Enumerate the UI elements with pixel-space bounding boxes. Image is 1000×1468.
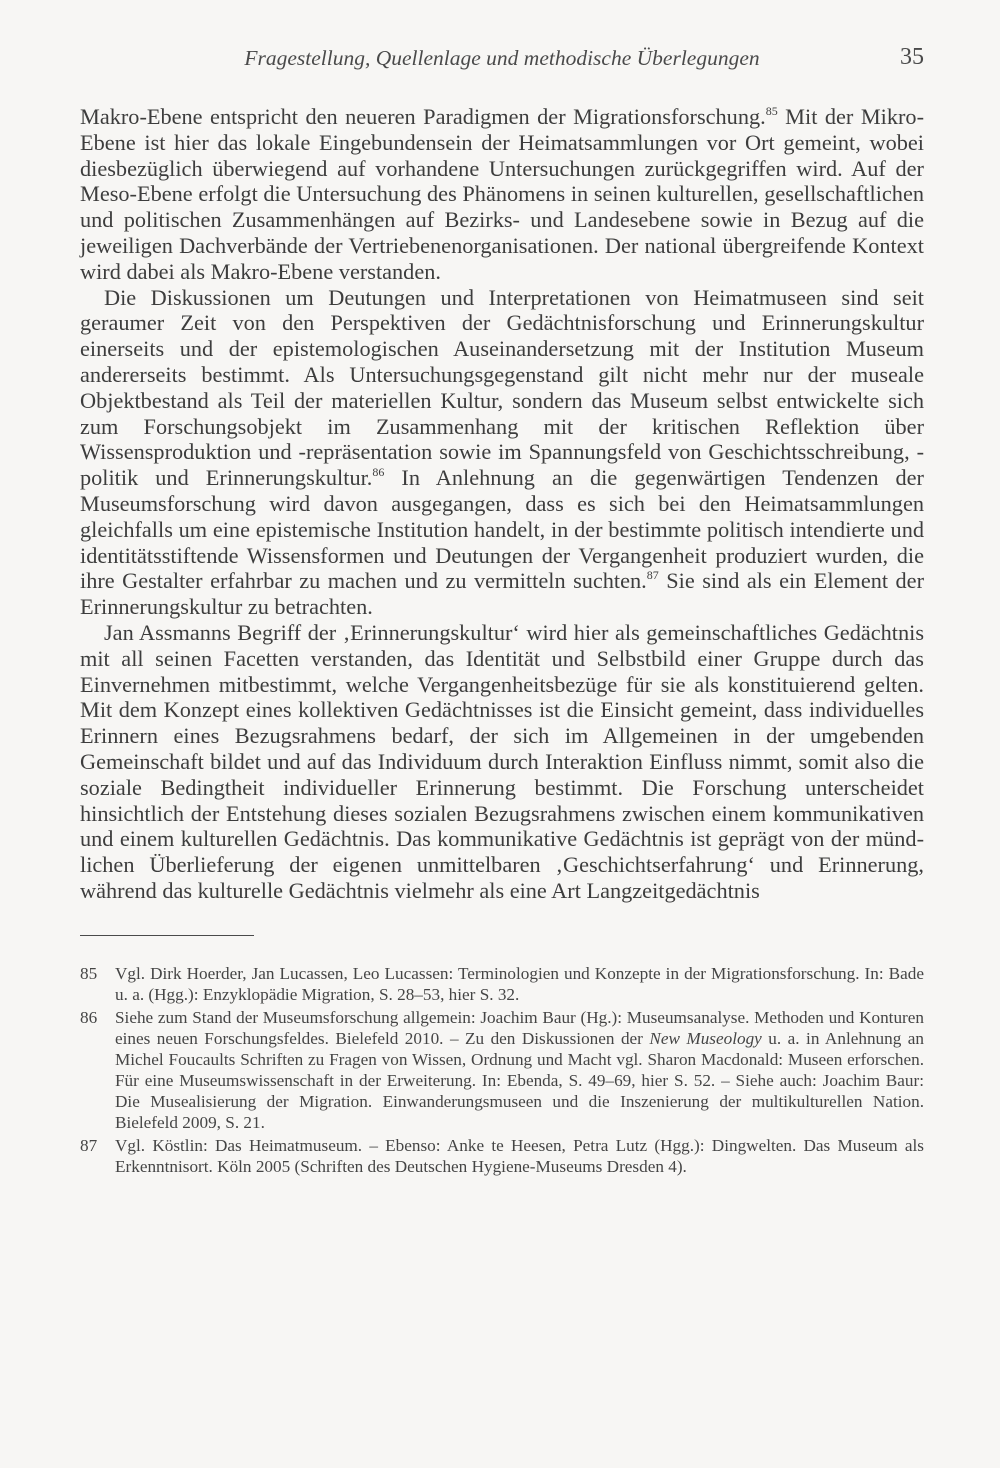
footnote-text <box>115 963 924 1005</box>
paragraph-3 <box>80 620 924 904</box>
footnote-87 <box>80 1135 924 1177</box>
footnote-number: 86 <box>80 1007 98 1027</box>
footnote-85 <box>80 963 924 1005</box>
text-run: u. a. in Anlehnung an Michel Foucaults Schriften zu Fragen von Wissen, Ordnung und Macht vgl. Sharon Macdonald: Museen erforschen. Für eine Museumswissenschaft in der Erweiterung. In: Ebenda, S. 49–69, hier S. 52. – Siehe auch: Joachim Baur: Die Musealisierung der Migration. Einwanderungsmuseen und die Inszenierung der multikulturellen Nation. Bielefeld 2009, S. 21. <box>115 1028 925 1132</box>
footnote-number: 85 <box>80 963 98 983</box>
footnote-reference-87: 87 <box>646 568 659 583</box>
text-run: Vgl. Köstlin: Das Heimatmuseum. – Ebenso: Anke te Heesen, Petra Lutz (Hgg.): Dingwelten. Das Museum als Erkenntnisort. Köln 2005 (Schriften des Deutschen Hygiene-Museums Dresden 4). <box>115 1135 924 1176</box>
page-number: 35 <box>900 44 924 70</box>
footnote-86 <box>80 1007 924 1133</box>
text-run: Jan Assmanns Begriff der ‚Erinnerungskultur‘ wird hier als gemeinschaftliches Gedächtnis mit all seinen Facetten verstanden, das Identität und Selbstbild einer Gruppe durch das Einvernehmen mitbestimmt, welche Vergangenheitsbezüge für sie als konstituierend gelten. Mit dem Konzept eines kollektiven Gedächtnisses ist die Einsicht gemeint, dass individuelles Erinnern eines Bezugsrahmens bedarf, der sich im Allgemeinen in der umgebenden Gemeinschaft bildet und auf das Individuum durch Interaktion Einfluss nimmt, somit also die soziale Bedingtheit individueller Erinnerung bestimmt. Die Forschung unterscheidet hinsichtlich der Entstehung dieses sozialen Bezugsrahmens zwischen einem kommunikativen und einem kulturellen Gedächtnis. Das kommunikative Gedächtnis ist geprägt von der mündlichen Überlieferung der eigenen unmittelbaren ‚Geschichtserfahrung‘ und Erinnerung, während das kulturelle Gedächtnis vielmehr als eine Art Langzeitgedächtnis <box>80 619 924 903</box>
paragraph-2 <box>80 285 924 620</box>
book-page <box>80 40 924 1179</box>
text-run: Vgl. Dirk Hoerder, Jan Lucassen, Leo Lucassen: Terminologien und Konzepte in der Migrationsforschung. In: Bade u. a. (Hgg.): Enzyklopädie Migration, S. 28–53, hier S. 32. <box>115 963 924 1004</box>
running-title: Fragestellung, Quellenlage und methodische Überlegungen <box>244 46 760 70</box>
italic-title: New Museology <box>649 1028 762 1048</box>
text-run: Sie sind als ein Element der Erinnerungskultur zu betrachten. <box>80 568 925 620</box>
text-run: Siehe zum Stand der Museumsforschung allgemein: Joachim Baur (Hg.): Museumsanalyse. Methoden und Konturen eines neuen Forschungsfeldes. Bielefeld 2010. – Zu den Diskussionen der <box>115 1007 924 1048</box>
paragraph-1 <box>80 104 924 285</box>
text-run: Die Diskussionen um Deutungen und Interpretationen von Heimatmuseen sind seit geraumer Zeit von den Perspektiven der Gedächtnisforschung und Erinnerungskultur einerseits und der epistemologischen Auseinandersetzung mit der Institution Museum andererseits bestimmt. Als Untersuchungsgegenstand gilt nicht mehr nur der museale Objektbestand als Teil der materiellen Kultur, sondern das Museum selbst entwickelte sich zum Forschungsobjekt im Zusammenhang mit der kritischen Reflektion über Wissensproduktion und -repräsentation sowie im Spannungsfeld von Geschichtsschreibung, -politik und Erinnerungskultur. <box>80 284 924 491</box>
footnotes <box>80 963 924 1177</box>
text-run: Mit der Mikro-Ebene ist hier das lokale Eingebundensein der Heimatsammlungen vor Ort gemeint, wobei diesbezüglich überwiegend auf vorhandene Untersuchungen zurückgegriffen wird. Auf der Meso-Ebene erfolgt die Untersuchung des Phänomens in seinen kulturellen, gesellschaftlichen und politischen Zusammenhängen auf Bezirks- und Landesebene sowie in Bezug auf die jeweiligen Dachverbände der Vertriebenenorganisationen. Der national übergreifende Kontext wird dabei als Makro-Ebene verstanden. <box>80 104 924 284</box>
text-run: In Anlehnung an die gegenwärtigen Tendenzen der Museumsforschung wird davon ausgegangen, dass es sich bei den Heimatsammlungen gleichfalls um eine epistemische Institution handelt, in der bestimmte politisch intendierte und identitätsstiftende Wissensformen und Deutungen der Vergangenheit produziert wurden, die ihre Gestalter erfahrbar zu machen und zu vermitteln suchten. <box>80 465 924 594</box>
running-header <box>80 40 924 80</box>
footnote-text <box>115 1007 924 1133</box>
footnote-separator <box>80 935 254 936</box>
text-run: Makro-Ebene entspricht den neueren Paradigmen der Migrationsforschung. <box>80 104 766 129</box>
footnote-reference-86: 86 <box>372 465 385 480</box>
footnote-number: 87 <box>80 1135 98 1155</box>
body-text <box>80 104 924 904</box>
footnote-text <box>115 1135 924 1177</box>
footnote-reference-85: 85 <box>765 104 778 118</box>
